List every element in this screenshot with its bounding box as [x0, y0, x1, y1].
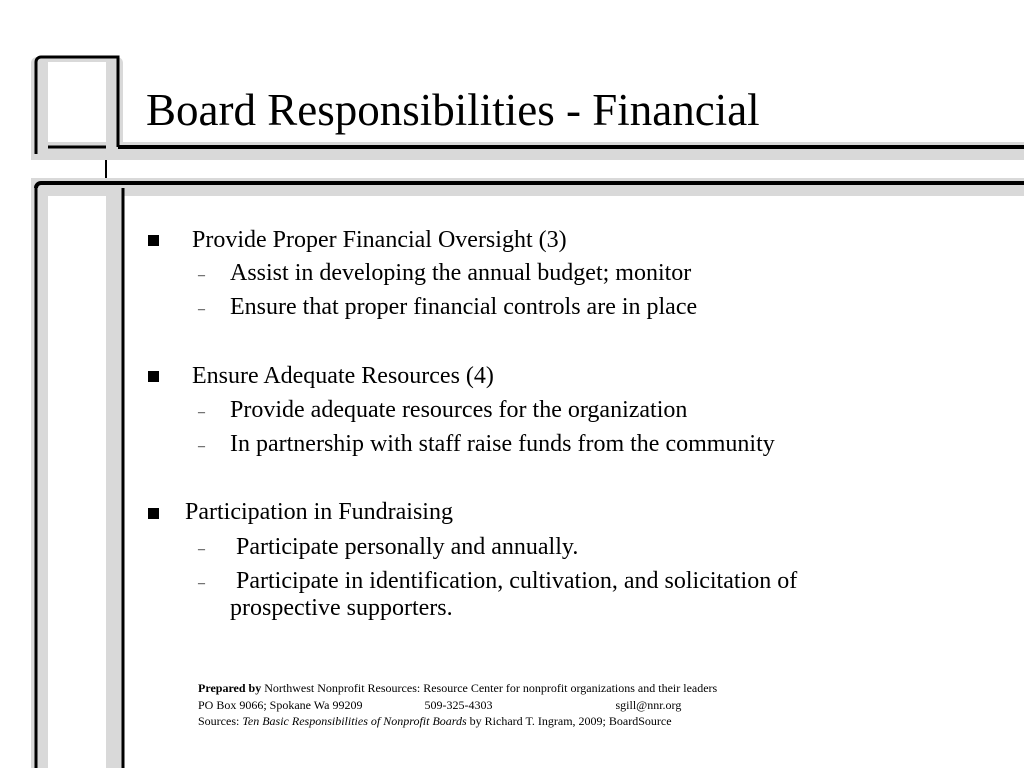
prepared-by-label: Prepared by — [198, 681, 262, 695]
list-item: Ensure that proper financial controls are in place — [230, 294, 698, 320]
address-text: PO Box 9066; Spokane Wa 99209 — [198, 697, 363, 712]
square-bullet-icon — [148, 371, 159, 382]
dash-bullet-icon: – — [198, 268, 205, 283]
phone-text: 509-325-4303 — [424, 697, 493, 712]
section-heading: Participation in Fundraising — [185, 499, 453, 525]
square-bullet-icon — [148, 235, 159, 246]
list-item: Provide adequate resources for the organization — [230, 397, 688, 423]
section-heading: Ensure Adequate Resources (4) — [192, 363, 494, 389]
sources-rest: by Richard T. Ingram, 2009; BoardSource — [466, 714, 672, 728]
dash-bullet-icon: – — [198, 576, 205, 591]
square-bullet-icon — [148, 508, 159, 519]
prepared-by-text: Northwest Nonprofit Resources: Resource Center for nonprofit organizations and their leaders — [261, 681, 718, 695]
dash-bullet-icon: – — [198, 302, 205, 317]
list-item-continuation: prospective supporters. — [230, 595, 453, 621]
list-item: Participate in identification, cultivation, and solicitation of — [230, 568, 798, 594]
list-item: Participate personally and annually. — [230, 534, 579, 560]
prepared-by-line — [198, 680, 717, 697]
list-item: Assist in developing the annual budget; monitor — [230, 260, 692, 286]
sources-line — [198, 713, 717, 730]
list-item: In partnership with staff raise funds from the community — [230, 431, 775, 457]
footer-credits — [198, 680, 717, 730]
slide-title: Board Responsibilities - Financial — [146, 85, 760, 135]
section-heading: Provide Proper Financial Oversight (3) — [192, 227, 567, 253]
dash-bullet-icon: – — [198, 439, 205, 454]
sources-title: Ten Basic Responsibilities of Nonprofit Boards — [242, 714, 467, 728]
email-text: sgill@nnr.org — [615, 697, 682, 712]
dash-bullet-icon: – — [198, 542, 205, 557]
sources-label: Sources: — [198, 714, 243, 728]
dash-bullet-icon: – — [198, 405, 205, 420]
contact-line — [198, 697, 717, 714]
